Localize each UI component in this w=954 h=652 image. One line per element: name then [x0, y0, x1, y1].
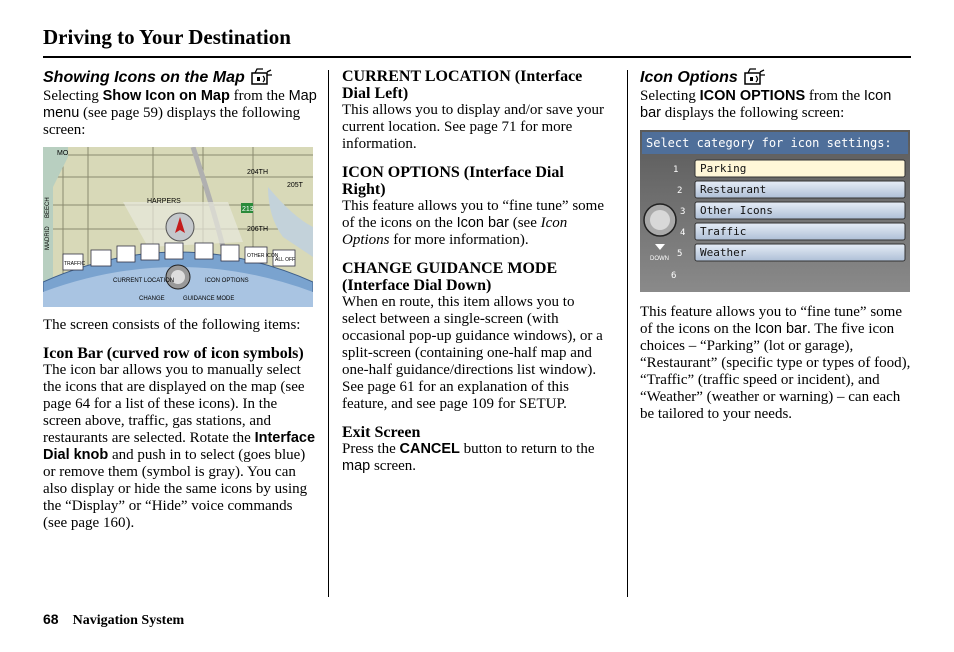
- heading-exit-screen: Exit Screen: [342, 424, 421, 441]
- page-number: 68: [43, 611, 59, 627]
- svg-text:205T: 205T: [287, 182, 303, 189]
- svg-text:CHANGE: CHANGE: [139, 296, 165, 302]
- paragraph-exit-screen: Press the CANCEL button to return to the map screen.: [342, 441, 595, 474]
- paragraph-consists: The screen consists of the following items:: [43, 317, 301, 333]
- column-2: [342, 68, 610, 475]
- heading-icon-options: ICON OPTIONS (Interface Dial Right): [342, 164, 564, 198]
- svg-text:GUIDANCE MODE: GUIDANCE MODE: [183, 296, 235, 302]
- paragraph-current-location: This allows you to display and/or save your current location. See page 71 for more information.: [342, 102, 605, 152]
- svg-text:DOWN: DOWN: [650, 256, 669, 262]
- page-footer: [43, 611, 184, 629]
- paragraph-fine-tune: This feature allows you to “fine tune” some of the icons on the Icon bar. The five icon choices – “Parking” (lot or garage), “Restaurant” (specific type or types of food), “Traffic” (traffic speed or incident), and “Weather” (weather or warning) – can each be tailored to your needs.: [640, 304, 911, 422]
- svg-text:MO: MO: [57, 150, 69, 157]
- svg-text:OTHER ICON: OTHER ICON: [247, 253, 279, 259]
- svg-text:Traffic: Traffic: [700, 225, 747, 238]
- paragraph-selecting-icon-options: Selecting ICON OPTIONS from the Icon bar displays the following screen:: [640, 88, 892, 121]
- section-heading-text: Showing Icons on the Map: [43, 68, 245, 86]
- svg-text:Other Icons: Other Icons: [700, 204, 773, 217]
- svg-text:Select category for icon setti: Select category for icon settings:: [646, 136, 892, 150]
- footer-label: Navigation System: [72, 613, 185, 628]
- svg-text:6: 6: [671, 271, 677, 281]
- voice-command-icon: [251, 68, 273, 86]
- svg-text:Weather: Weather: [700, 246, 747, 259]
- svg-text:BEECH: BEECH: [45, 197, 51, 218]
- svg-text:CURRENT LOCATION: CURRENT LOCATION: [113, 278, 175, 284]
- page-title: Driving to Your Destination: [43, 25, 291, 49]
- paragraph-icon-bar: The icon bar allows you to manually select the icons that are displayed on the map (see page 64 for a list of these icons). In the screen above, traffic, gas stations, and restaurants are selected. Rotate the Interface Dial knob and push in to select (goes blue) or remove them (symbol is gray). You can also display or hide the same icons by using the “Display” or “Hide” voice commands (see page 160).: [43, 362, 316, 531]
- svg-text:204TH: 204TH: [247, 169, 269, 176]
- svg-text:1: 1: [673, 165, 679, 175]
- map-screen-image: [43, 147, 313, 307]
- section-heading-icon-options: [640, 68, 912, 86]
- icon-options-screen-image: [640, 130, 910, 292]
- title-rule: [43, 56, 911, 58]
- column-divider-1: [328, 70, 329, 597]
- svg-text:MADRID: MADRID: [45, 226, 51, 250]
- svg-text:2: 2: [677, 186, 683, 196]
- paragraph-change-guidance: When en route, this item allows you to select between a single-screen (with occasional pop-up guidance windows), or a split-screen (containing one-half map and one-half guidance/directions list window). See page 61 for an explanation of this feature, and see page 109 for SETUP.: [342, 294, 603, 412]
- column-1: [43, 68, 319, 532]
- svg-text:HARPERS: HARPERS: [147, 198, 181, 205]
- svg-text:Restaurant: Restaurant: [700, 183, 767, 196]
- svg-text:4: 4: [680, 228, 686, 238]
- section-heading-show-icons: [43, 68, 319, 86]
- voice-command-icon: [744, 68, 766, 86]
- svg-text:TRAFFIC: TRAFFIC: [64, 261, 86, 267]
- svg-text:206TH: 206TH: [247, 226, 269, 233]
- heading-icon-bar: Icon Bar (curved row of icon symbols): [43, 345, 304, 362]
- svg-text:ICON OPTIONS: ICON OPTIONS: [205, 278, 249, 284]
- svg-text:3: 3: [680, 207, 686, 217]
- svg-text:5: 5: [677, 249, 683, 259]
- svg-text:213: 213: [242, 206, 254, 213]
- svg-text:ALL OFF: ALL OFF: [275, 257, 296, 263]
- column-3: [640, 68, 912, 423]
- heading-current-location: CURRENT LOCATION (Interface Dial Left): [342, 68, 583, 102]
- heading-change-guidance: CHANGE GUIDANCE MODE (Interface Dial Down): [342, 260, 558, 294]
- section-heading-text: Icon Options: [640, 68, 738, 86]
- svg-text:Parking: Parking: [700, 162, 747, 175]
- paragraph-selecting: Selecting Show Icon on Map from the Map menu (see page 59) displays the following screen:: [43, 88, 317, 138]
- paragraph-icon-options: This feature allows you to “fine tune” some of the icons on the Icon bar (see Icon Options for more information).: [342, 198, 605, 248]
- column-divider-2: [627, 70, 628, 597]
